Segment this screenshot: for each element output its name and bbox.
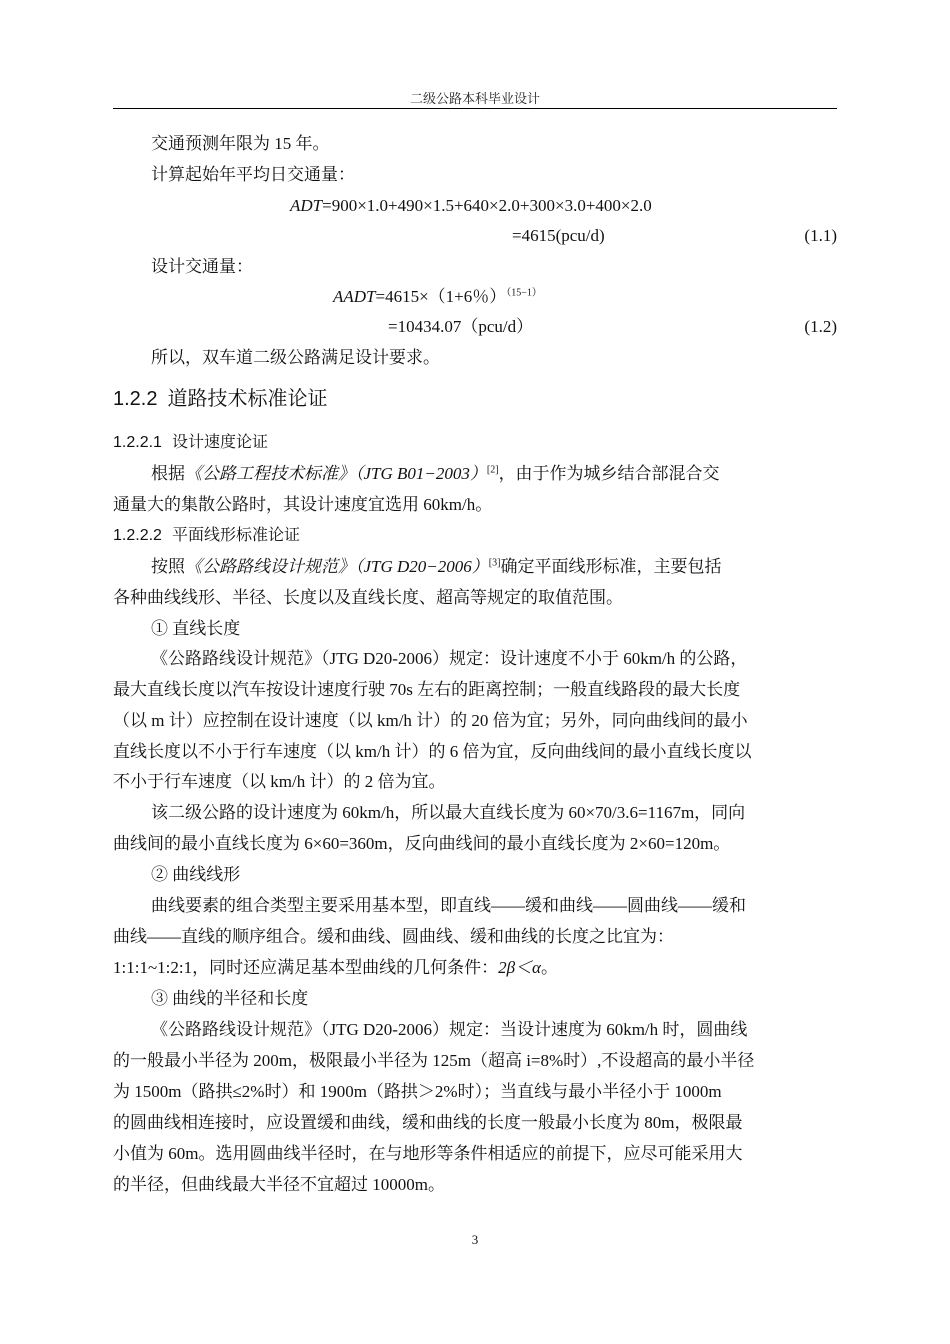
equation-1-number: (1.1) <box>804 226 837 245</box>
paragraph-design-speed-cont: 通量大的集散公路时，其设计速度宜选用 60km/h。 <box>113 495 493 514</box>
section-number: 1.2.2 <box>113 388 158 410</box>
equation-2-line <box>333 285 542 309</box>
paragraph-line: 的一般最小半径为 200m，极限最小半径为 125m（超高 i=8%时）,不设超高的最小半径 <box>113 1051 755 1070</box>
paragraph-forecast-years: 交通预测年限为 15 年。 <box>151 134 330 153</box>
equation-1-lhs: ADT <box>290 196 323 215</box>
equation-1-rhs: =900×1.0+490×1.5+640×2.0+300×3.0+400×2.0 <box>322 196 652 215</box>
text-span: 按照 <box>151 557 185 576</box>
paragraph-line: 《公路路线设计规范》（JTG D20-2006）规定：设计速度不小于 60km/h 的公路， <box>151 649 748 668</box>
paragraph-design-traffic: 设计交通量： <box>151 257 253 276</box>
paragraph-line: 的圆曲线相连接时，应设置缓和曲线，缓和曲线的长度一般最小长度为 80m，极限最 <box>113 1113 743 1132</box>
paragraph-line: 小值为 60m。选用圆曲线半径时，在与地形等条件相适应的前提下，应尽可能采用大 <box>113 1144 743 1163</box>
equation-1-line <box>290 194 652 218</box>
header-rule <box>113 108 837 109</box>
section-heading-1-2-2 <box>113 386 327 412</box>
list-item-curve-form: ② 曲线线形 <box>151 865 241 884</box>
section-title: 设计速度论证 <box>171 434 268 451</box>
section-number: 1.2.2.1 <box>113 434 162 451</box>
text-span: 根据 <box>151 464 185 483</box>
standard-citation: 《公路路线设计规范》（JTG D20−2006） <box>185 557 489 576</box>
paragraph-design-speed <box>113 462 875 486</box>
standard-citation: 《公路工程技术标准》（JTG B01−2003） <box>185 464 487 483</box>
running-header: 二级公路本科毕业设计 <box>409 91 540 106</box>
list-item-straight-length: ① 直线长度 <box>151 619 241 638</box>
paragraph-line: 《公路路线设计规范》（JTG D20-2006）规定：当设计速度为 60km/h 时，圆曲线 <box>151 1020 748 1039</box>
paragraph-line: 的半径，但曲线最大半径不宜超过 10000m。 <box>113 1175 445 1194</box>
equation-2-lhs: AADT <box>333 287 376 306</box>
equation-2-exponent: （15−1） <box>506 287 542 299</box>
paragraph-alignment-cont: 各种曲线线形、半径、长度以及直线长度、超高等规定的取值范围。 <box>113 588 623 607</box>
equation-2-result: =10434.07（pcu/d） <box>388 317 534 336</box>
paragraph-line <box>113 956 837 980</box>
paragraph-line: 曲线间的最小直线长度为 6×60=360m，反向曲线间的最小直线长度为 2×60=120m。 <box>113 834 731 853</box>
equation-2-rhs: =4615×（1+6％） <box>375 287 507 306</box>
paragraph-alignment <box>113 555 875 579</box>
section-title: 平面线形标准论证 <box>171 527 300 544</box>
paragraph-line: 曲线——直线的顺序组合。缓和曲线、圆曲线、缓和曲线的长度之比宜为： <box>113 927 674 946</box>
paragraph-conclusion: 所以，双车道二级公路满足设计要求。 <box>151 348 440 367</box>
equation-2-number: (1.2) <box>804 317 837 336</box>
text-span: 。 <box>540 958 558 977</box>
paragraph-line: （以 m 计）应控制在设计速度（以 km/h 计）的 20 倍为宜；另外，同向曲线间的最小 <box>113 711 748 730</box>
text-span: 确定平面线形标准，主要包括 <box>500 557 722 576</box>
geometry-condition: 2β＜α <box>498 958 541 977</box>
section-heading-1-2-2-2 <box>113 525 300 547</box>
section-heading-1-2-2-1 <box>113 432 268 454</box>
paragraph-initial-traffic: 计算起始年平均日交通量： <box>151 165 355 184</box>
text-span: ，由于作为城乡结合部混合交 <box>498 464 720 483</box>
page-number: 3 <box>471 1232 479 1247</box>
text-span: 1:1:1~1:2:1，同时还应满足基本型曲线的几何条件： <box>113 958 499 977</box>
section-title: 道路技术标准论证 <box>167 388 328 410</box>
equation-1-result: =4615(pcu/d) <box>512 226 605 245</box>
paragraph-line: 该二级公路的设计速度为 60km/h，所以最大直线长度为 60×70/3.6=1167m，同向 <box>151 803 746 822</box>
section-number: 1.2.2.2 <box>113 527 162 544</box>
reference-mark: [3] <box>488 557 501 569</box>
paragraph-line: 为 1500m（路拱≤2%时）和 1900m（路拱＞2%时）；当直线与最小半径小于 1000m <box>113 1082 722 1101</box>
list-item-curve-radius: ③ 曲线的半径和长度 <box>151 989 309 1008</box>
reference-mark: [2] <box>486 464 499 476</box>
paragraph-line: 直线长度以不小于行车速度（以 km/h 计）的 6 倍为宜，反向曲线间的最小直线长度以 <box>113 742 752 761</box>
paragraph-line: 不小于行车速度（以 km/h 计）的 2 倍为宜。 <box>113 772 446 791</box>
paragraph-line: 最大直线长度以汽车按设计速度行驶 70s 左右的距离控制；一般直线路段的最大长度 <box>113 680 741 699</box>
paragraph-line: 曲线要素的组合类型主要采用基本型，即直线——缓和曲线——圆曲线——缓和 <box>151 896 746 915</box>
